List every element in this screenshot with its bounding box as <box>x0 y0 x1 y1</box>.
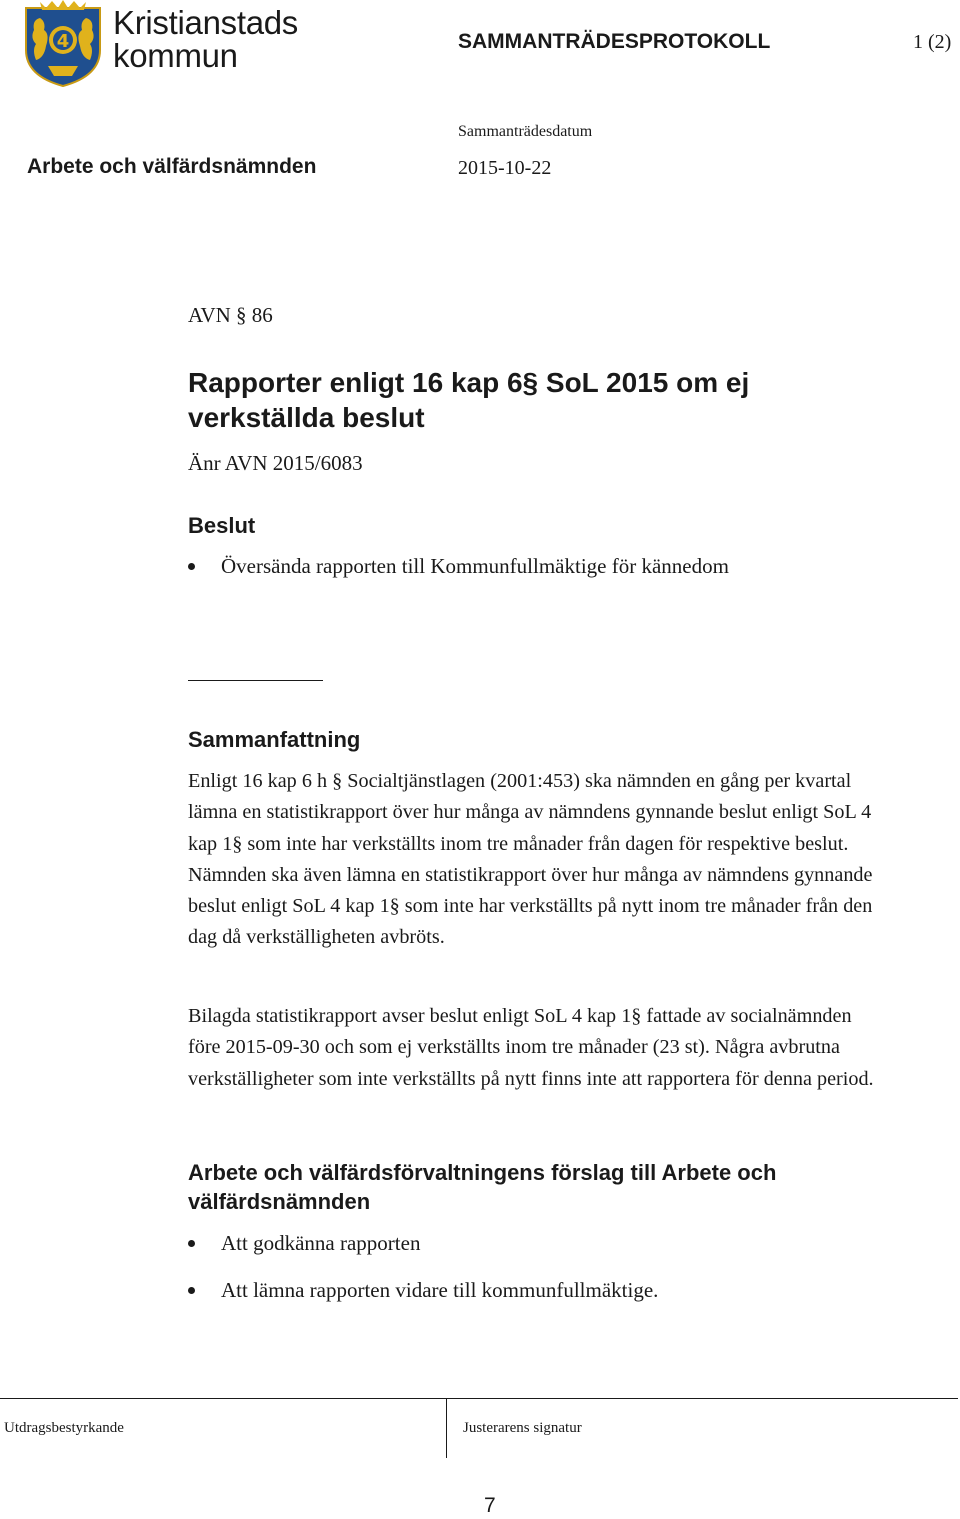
kristianstad-coat-of-arms-logo <box>22 0 104 88</box>
paragraph-reference: AVN § 86 <box>188 303 273 327</box>
bullet-icon <box>188 1287 195 1294</box>
decision-heading: Beslut <box>188 513 256 538</box>
summary-paragraph-1: Enligt 16 kap 6 h § Socialtjänstlagen (2001:453) ska nämnden en gång per kvartal lämna en statistikrapport över hur många av nämndens gynnande beslut enligt SoL 4 kap 1§ som inte har verkställts inom tre månader från dagen för respektive beslut. Nämnden ska även lämna en statistikrapport över hur många av nämndens gynnande beslut enligt SoL 4 kap 1§ som inte har verkställts på nytt inom tre månader från den dag då verkställigheten avbröts. <box>188 770 873 949</box>
footer-divider <box>446 1398 447 1458</box>
proposal-item <box>188 1231 420 1256</box>
brand-line-1: Kristianstads <box>113 4 299 41</box>
bullet-icon <box>188 563 195 570</box>
svg-text:4: 4 <box>56 31 70 52</box>
proposal-heading: Arbete och välfärdsförvaltningens förslag till Arbete och välfärdsnämnden <box>188 1160 777 1214</box>
bullet-icon <box>188 1240 195 1247</box>
page-number: 7 <box>484 1494 496 1517</box>
decision-item-text: Översända rapporten till Kommunfullmäktige för kännedom <box>221 554 729 578</box>
summary-heading: Sammanfattning <box>188 727 361 752</box>
document-type: SAMMANTRÄDESPROTOKOLL <box>458 30 771 53</box>
summary-paragraph-2: Bilagda statistikrapport avser beslut enligt SoL 4 kap 1§ fattade av socialnämnden före 2015-09-30 och som ej verkställts inom tre månader (23 st). Några avbrutna verkställigheter som inte verkställts på nytt finns inte att rapportera för denna period. <box>188 1005 874 1090</box>
adjuster-signature-label: Justerarens signatur <box>463 1420 582 1436</box>
meeting-date-value: 2015-10-22 <box>458 157 552 179</box>
brand-name <box>113 6 298 72</box>
proposal-item-text: Att godkänna rapporten <box>221 1231 421 1255</box>
committee-name: Arbete och välfärdsnämnden <box>27 155 317 178</box>
separator-line <box>188 680 323 681</box>
page-of: 1 (2) <box>913 31 952 53</box>
case-number: Änr AVN 2015/6083 <box>188 451 363 475</box>
footer-rule <box>0 1398 958 1399</box>
proposal-item <box>188 1278 658 1303</box>
proposal-item-text: Att lämna rapporten vidare till kommunfullmäktige. <box>221 1278 659 1302</box>
decision-item <box>188 554 729 579</box>
case-title: Rapporter enligt 16 kap 6§ SoL 2015 om ej verkställda beslut <box>188 367 750 433</box>
extract-certification-label: Utdragsbestyrkande <box>4 1420 124 1436</box>
brand-line-2: kommun <box>113 37 238 74</box>
meeting-date-label: Sammanträdesdatum <box>458 123 593 140</box>
